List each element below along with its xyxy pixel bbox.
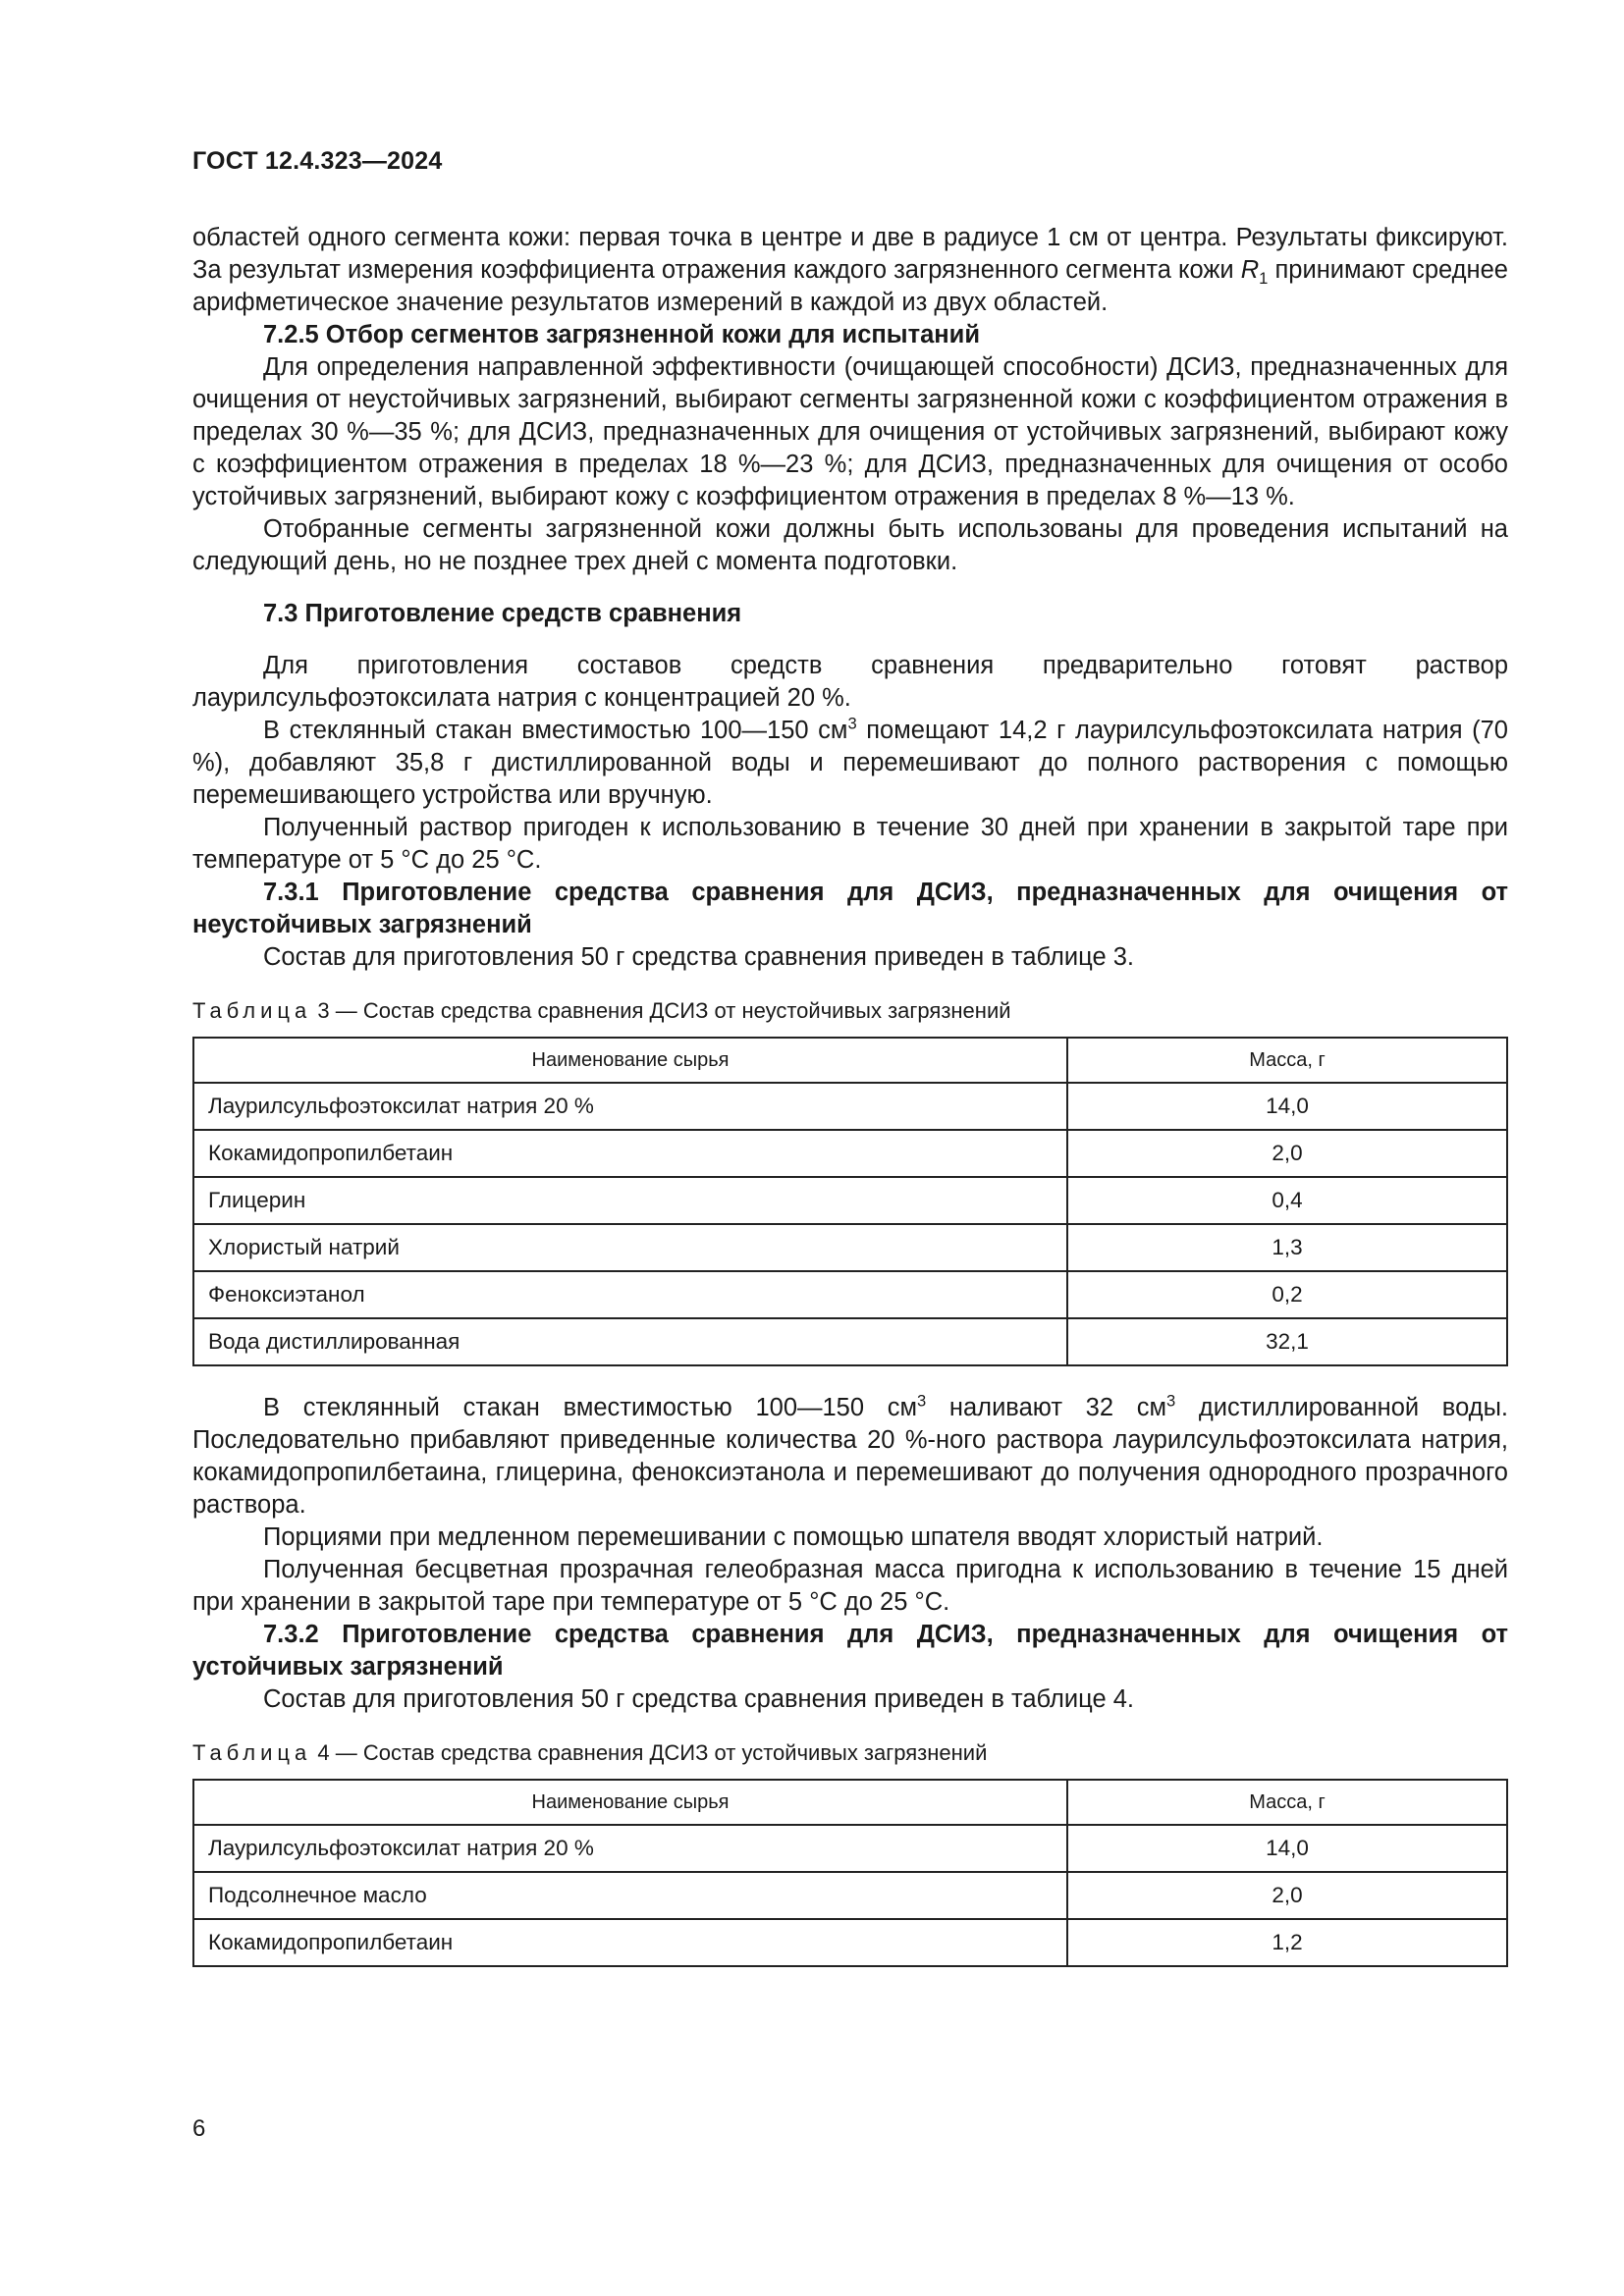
section-7-3-title: 7.3 Приготовление средств сравнения bbox=[263, 600, 742, 627]
table-row: Кокамидопропилбетаин 2,0 bbox=[193, 1130, 1507, 1177]
paragraph: Для определения направленной эффективности (очищающей способности) ДСИЗ, предназначенных для очищения от неустойчивых загрязнений, выбирают сегменты загрязненной кожи с коэффициентом отражения в пределах 30 %—35 %; для ДСИЗ, предназначенных для очищения от устойчивых загрязнений, выбирают кожу с коэффициентом отражения в пределах 18 %—23 %; для ДСИЗ, предназначенных для очищения от особо устойчивых загрязнений, выбирают кожу с коэффициентом отражения в пределах 8 %—13 %. bbox=[192, 353, 1508, 510]
paragraph: В стеклянный стакан вместимостью 100—150 $см^3$ наливают 32 $см^3$ дистиллированной воды. Последовательно прибавляют приведенные количества 20 %-ного раствора лаурилсульфоэтоксилата натрия, кокамидопропилбетаина, глицерина, феноксиэтанола и перемешивают до получения однородного прозрачного раствора. bbox=[192, 1391, 1508, 1519]
table-row: Вода дистиллированная 32,1 bbox=[193, 1318, 1507, 1365]
variable-r: R bbox=[1240, 256, 1260, 284]
table-4-caption: Таблица 4 — Состав средства сравнения ДСИЗ от устойчивых загрязнений bbox=[192, 1740, 988, 1765]
paragraph: Состав для приготовления 50 г средства сравнения приведен в таблице 3. bbox=[263, 943, 1134, 971]
table-3-caption: Таблица 3 — Состав средства сравнения ДСИЗ от неустойчивых загрязнений bbox=[192, 998, 1011, 1023]
paragraph: Полученная бесцветная прозрачная гелеобразная масса пригодна к использованию в течение 15 дней при хранении в закрытой таре при температуре от 5 °С до 25 °С. bbox=[192, 1556, 1508, 1616]
section-7-3-2-title: 7.3.2 Приготовление средства сравнения для ДСИЗ, предназначенных для очищения от устойчивых загрязнений bbox=[192, 1621, 1508, 1681]
paragraph: Порциями при медленном перемешивании с помощью шпателя вводят хлористый натрий. bbox=[263, 1523, 1324, 1551]
table-4 bbox=[192, 1779, 1508, 1967]
paragraph: Полученный раствор пригоден к использованию в течение 30 дней при хранении в закрытой таре при температуре от 5 °С до 25 °С. bbox=[192, 814, 1508, 874]
section-7-2-5-title: 7.2.5 Отбор сегментов загрязненной кожи для испытаний bbox=[263, 321, 981, 348]
table-row: Глицерин 0,4 bbox=[193, 1177, 1507, 1224]
paragraph: Для приготовления составов средств сравнения предварительно готовят раствор лаурилсульфоэтоксилата натрия с концентрацией 20 %. bbox=[192, 652, 1508, 712]
column-header-mass: Масса, г bbox=[1067, 1038, 1507, 1083]
table-row: Хлористый натрий 1,3 bbox=[193, 1224, 1507, 1271]
table-row: Феноксиэтанол 0,2 bbox=[193, 1271, 1507, 1318]
page-number: 6 bbox=[192, 2115, 206, 2142]
column-header-name: Наименование сырья bbox=[193, 1780, 1067, 1825]
column-header-name: Наименование сырья bbox=[193, 1038, 1067, 1083]
paragraph: Состав для приготовления 50 г средства сравнения приведен в таблице 4. bbox=[263, 1685, 1134, 1713]
document-body bbox=[192, 222, 1508, 1967]
table-row: Лаурилсульфоэтоксилат натрия 20 % 14,0 bbox=[193, 1083, 1507, 1130]
paragraph: Отобранные сегменты загрязненной кожи должны быть использованы для проведения испытаний на следующий день, но не позднее трех дней с момента подготовки. bbox=[192, 515, 1508, 575]
section-7-3-1-title: 7.3.1 Приготовление средства сравнения для ДСИЗ, предназначенных для очищения от неустойчивых загрязнений bbox=[192, 879, 1508, 938]
table-3 bbox=[192, 1037, 1508, 1366]
table-header-row bbox=[193, 1038, 1507, 1083]
table-row: Лаурилсульфоэтоксилат натрия 20 % 14,0 bbox=[193, 1825, 1507, 1872]
paragraph-continuation: областей одного сегмента кожи: первая точка в центре и две в радиусе 1 см от центра. Результаты фиксируют. За результат измерения коэффициента отражения каждого загрязненного сегмента кожи $R_1$ принимают среднее арифметическое значение результатов измерений в каждой из двух областей. bbox=[192, 224, 1508, 316]
table-header-row bbox=[193, 1780, 1507, 1825]
table-row: Кокамидопропилбетаин 1,2 bbox=[193, 1919, 1507, 1966]
table-row: Подсолнечное масло 2,0 bbox=[193, 1872, 1507, 1919]
document-code: ГОСТ 12.4.323—2024 bbox=[192, 147, 443, 175]
paragraph: В стеклянный стакан вместимостью 100—150 $см^3$ помещают 14,2 г лаурилсульфоэтоксилата натрия (70 %), добавляют 35,8 г дистиллированной воды и перемешивают до полного растворения с помощью перемешивающего устройства или вручную. bbox=[192, 714, 1508, 809]
column-header-mass: Масса, г bbox=[1067, 1780, 1507, 1825]
